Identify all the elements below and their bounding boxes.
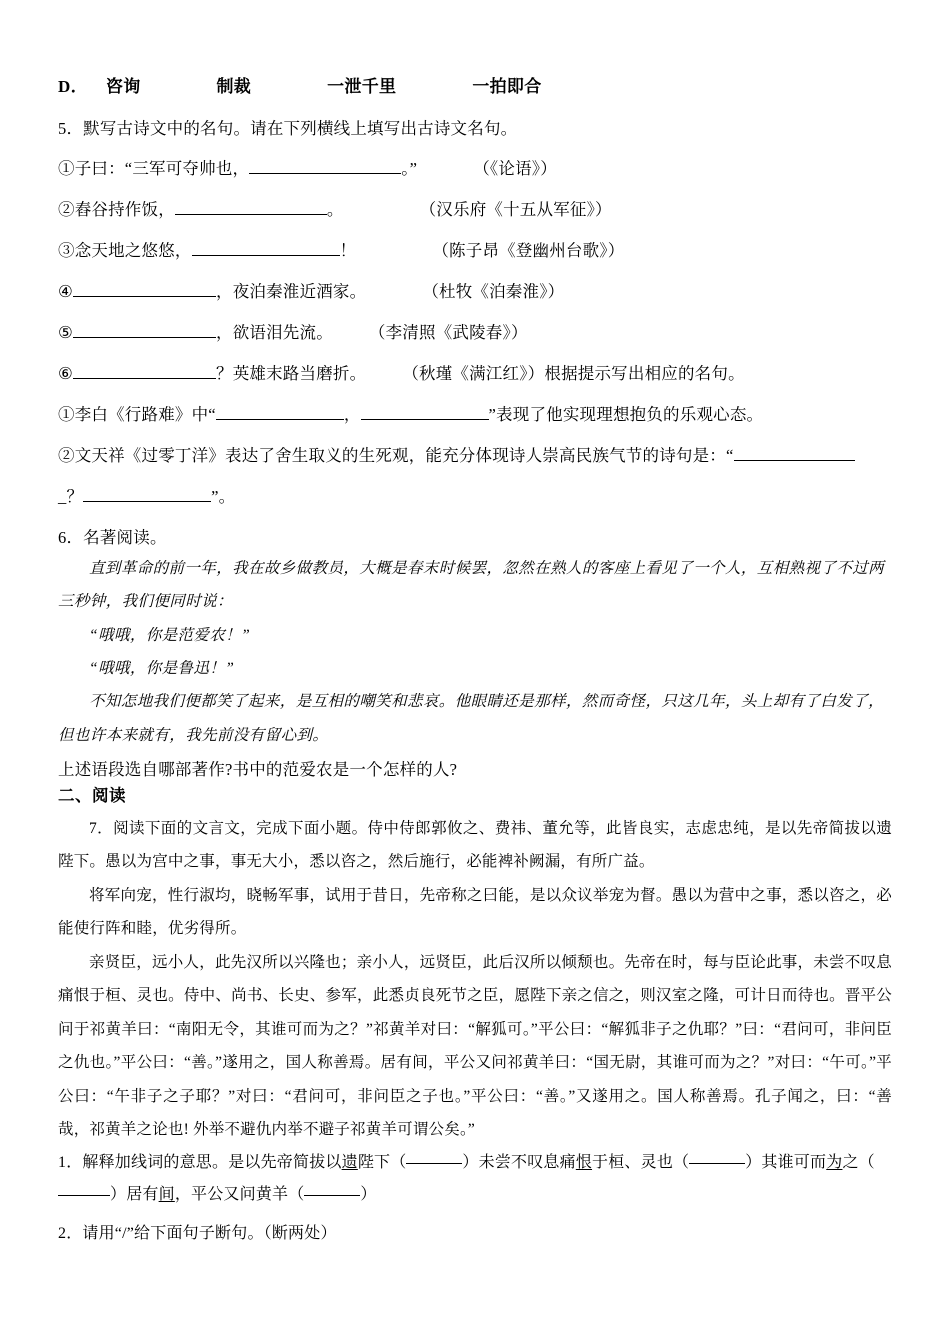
question-7-prompt: 阅读下面的文言文，完成下面小题。	[113, 819, 368, 837]
q5-item-4-blank[interactable]	[73, 280, 216, 297]
q7-sub-2-text: 请用“/”给下面句子断句。（断两处）	[82, 1225, 337, 1243]
q5-prompted-2-line2-prefix: _？	[58, 487, 84, 506]
question-5-text: 默写古诗文中的名句。请在下列横线上填写出古诗文名句。	[83, 119, 518, 138]
option-d-word-3: 一泄千里	[327, 77, 397, 96]
q5-item-3-marker: ③	[58, 241, 75, 260]
q6-passage-para-1: 直到革命的前一年，我在故乡做教员，大概是春末时候罢，忽然在熟人的客座上看见了一个人，互相熟视了不过两三秒钟，我们便同时说：	[58, 560, 885, 611]
q5-item-2-after: 。	[326, 200, 344, 219]
q5-item-4-marker: ④	[58, 282, 73, 301]
q5-prompted-2-blank-1[interactable]	[734, 444, 855, 461]
q7-sub-1-underlined-word-3: 为	[826, 1153, 843, 1171]
q5-prompted-2-blank-2[interactable]	[83, 485, 211, 502]
q5-prompted-1-blank-1[interactable]	[216, 403, 344, 420]
question-7-para-2: 将军向宠，性行淑均，晓畅军事，试用于昔日，先帝称之曰能，是以众议举宠为督。愚以为营中之事，悉以咨之，必能使行阵和睦，优劣得所。	[58, 886, 892, 938]
q6-passage-para-2: “哦哦，你是范爱农！”	[89, 626, 251, 644]
q7-sub-1-mid-4: ，平公又问黄羊（	[174, 1186, 305, 1204]
q5-item-2-marker: ②	[58, 200, 75, 219]
option-d-line	[58, 72, 892, 97]
q7-sub-question-1	[58, 1147, 892, 1213]
q7-sub-1-after-4: ）	[360, 1186, 377, 1204]
q7-sub-1-after-1: ）未尝不叹息痛	[462, 1153, 576, 1171]
q5-item-5-marker: ⑤	[58, 323, 73, 342]
q5-item-5-blank[interactable]	[73, 321, 216, 338]
q5-item-4	[58, 278, 892, 302]
q7-sub-1-after-3: ）居有	[110, 1186, 159, 1204]
option-d-label: D．	[58, 77, 88, 96]
q5-prompted-2	[58, 442, 892, 466]
question-7-first-para	[58, 812, 892, 879]
q6-passage-para-4: 不知怎地我们便都笑了起来，是互相的嘲笑和悲哀。他眼睛还是那样，然而奇怪，只这几年，头上却有了白发了，但也许本来就有，我先前没有留心到。	[58, 693, 885, 744]
question-7-number: 7．	[89, 819, 114, 837]
q7-sub-1-underlined-word-4: 间	[158, 1186, 175, 1204]
question-6-number: 6．	[58, 528, 84, 547]
q7-sub-1-answer-blank-4[interactable]	[304, 1180, 360, 1196]
q5-item-6-blank[interactable]	[73, 362, 216, 379]
q5-item-4-after: ，夜泊秦淮近酒家。	[216, 282, 367, 301]
q5-item-2-before: 舂谷持作饭，	[74, 200, 175, 219]
q5-item-5-after: ，欲语泪先流。	[216, 323, 333, 342]
q5-item-2-blank[interactable]	[175, 198, 327, 215]
q5-item-1-before: 子曰：“三军可夺帅也，	[74, 159, 250, 178]
q5-prompted-1	[58, 401, 892, 425]
question-6-text: 名著阅读。	[83, 528, 167, 547]
q5-item-1-marker: ①	[58, 159, 75, 178]
q6-question: 上述语段选自哪部著作?书中的范爱农是一个怎样的人?	[58, 759, 458, 779]
q5-prompted-2-line2	[58, 483, 892, 507]
q7-sub-1-underlined-word-2: 恨	[575, 1153, 593, 1171]
q5-prompted-2-marker: ②	[58, 446, 75, 465]
q5-item-2-source: （汉乐府《十五从军征》）	[419, 200, 612, 219]
question-7-para-1: 侍中侍郎郭攸之、费祎、董允等，此皆良实，志虑忠纯，是以先帝简拔以遗陛下。愚以为宫中之事，事无大小，悉以咨之，然后施行，必能裨补阙漏，有所广益。	[58, 819, 893, 871]
q5-item-3	[58, 237, 892, 261]
q5-item-1-source: （《论语》）	[473, 159, 557, 178]
q5-item-3-before: 念天地之悠悠，	[74, 241, 192, 260]
q5-item-1-after: 。”	[401, 159, 418, 178]
q5-item-3-source: （陈子昂《登幽州台歌》）	[432, 241, 625, 260]
q5-item-6-after: ？英雄末路当磨折。	[216, 364, 367, 383]
question-5-number: 5．	[58, 119, 84, 138]
option-d-word-1: 咨询	[105, 77, 141, 96]
section-2-heading: 二、阅读	[58, 785, 126, 805]
q5-item-6-trailing: 根据提示写出相应的名句。	[544, 364, 745, 383]
option-d-word-2: 制裁	[216, 77, 252, 96]
q5-item-4-source: （杜牧《泊秦淮》）	[422, 282, 565, 301]
q5-item-6-source: （秋瑾《满江红》）	[402, 364, 545, 383]
q5-item-5	[58, 319, 892, 343]
q5-item-5-source: （李清照《武陵春》）	[368, 323, 528, 342]
q7-sub-1-mid-3: 之（	[842, 1153, 875, 1171]
q7-sub-1-answer-blank-3[interactable]	[58, 1180, 110, 1196]
q7-sub-question-2	[58, 1218, 892, 1251]
q5-item-2	[58, 196, 892, 220]
option-d-word-4: 一拍即合	[472, 77, 542, 96]
q5-prompted-1-blank-2[interactable]	[361, 403, 489, 420]
question-6-prompt	[58, 524, 892, 548]
question-7-para-3: 亲贤臣，远小人，此先汉所以兴隆也；亲小人，远贤臣，此后汉所以倾颓也。先帝在时，每与臣论此事，未尝不叹息痛恨于桓、灵也。侍中、尚书、长史、参军，此悉贞良死节之臣，愿陛下亲之信之，则汉室之隆，可计日而待也。晋平公问于祁黄羊曰：“南阳无令，其谁可而为之？”祁黄羊对曰：“解狐可。”平公曰：“解狐非子之仇耶？”曰：“君问可，非问臣之仇也。”平公曰：“善。”遂用之，国人称善焉。居有间，平公又问祁黄羊曰：“国无尉，其谁可而为之？”对曰：“午可。”平公曰：“午非子之子耶？”对曰：“君问可，非问臣之子也。”平公曰：“善。”又遂用之。国人称善焉。孔子闻之，曰：“善哉，祁黄羊之论也! 外举不避仇内举不避子祁黄羊可谓公矣。”	[58, 953, 892, 1139]
q5-prompted-1-before: 李白《行路难》中“	[74, 405, 216, 424]
q5-prompted-1-after: ”表现了他实现理想抱负的乐观心态。	[488, 405, 764, 424]
q7-sub-1-number: 1．	[58, 1153, 83, 1171]
q7-sub-1-mid-2: 于桓、灵也（	[592, 1153, 690, 1171]
q5-item-6	[58, 360, 892, 384]
q6-passage-para-3: “哦哦，你是鲁迅！”	[89, 659, 235, 677]
q7-sub-1-lead: 解释加线词的意思。是以先帝简拔以	[82, 1153, 342, 1171]
q5-prompted-2-after: ”。	[211, 487, 236, 506]
q7-sub-1-after-2: ）其谁可而	[745, 1153, 827, 1171]
q7-sub-1-answer-blank-1[interactable]	[406, 1147, 462, 1163]
q7-sub-1-mid-1: 陛下（	[357, 1153, 407, 1171]
q5-item-3-after: ！	[339, 241, 357, 260]
q7-sub-1-answer-blank-2[interactable]	[689, 1147, 745, 1163]
q5-item-1-blank[interactable]	[249, 157, 401, 174]
q5-item-6-marker: ⑥	[58, 364, 73, 383]
q5-prompted-1-marker: ①	[58, 405, 75, 424]
q7-sub-2-number: 2．	[58, 1225, 83, 1243]
q5-item-1	[58, 155, 892, 179]
q5-item-3-blank[interactable]	[192, 239, 340, 256]
question-5-prompt	[58, 115, 892, 139]
q7-sub-1-underlined-word-1: 遗	[341, 1153, 358, 1171]
q5-prompted-2-before: 文天祥《过零丁洋》表达了舍生取义的生死观，能充分体现诗人崇高民族气节的诗句是：“	[74, 446, 734, 465]
q5-prompted-1-middle: ，	[343, 405, 361, 424]
